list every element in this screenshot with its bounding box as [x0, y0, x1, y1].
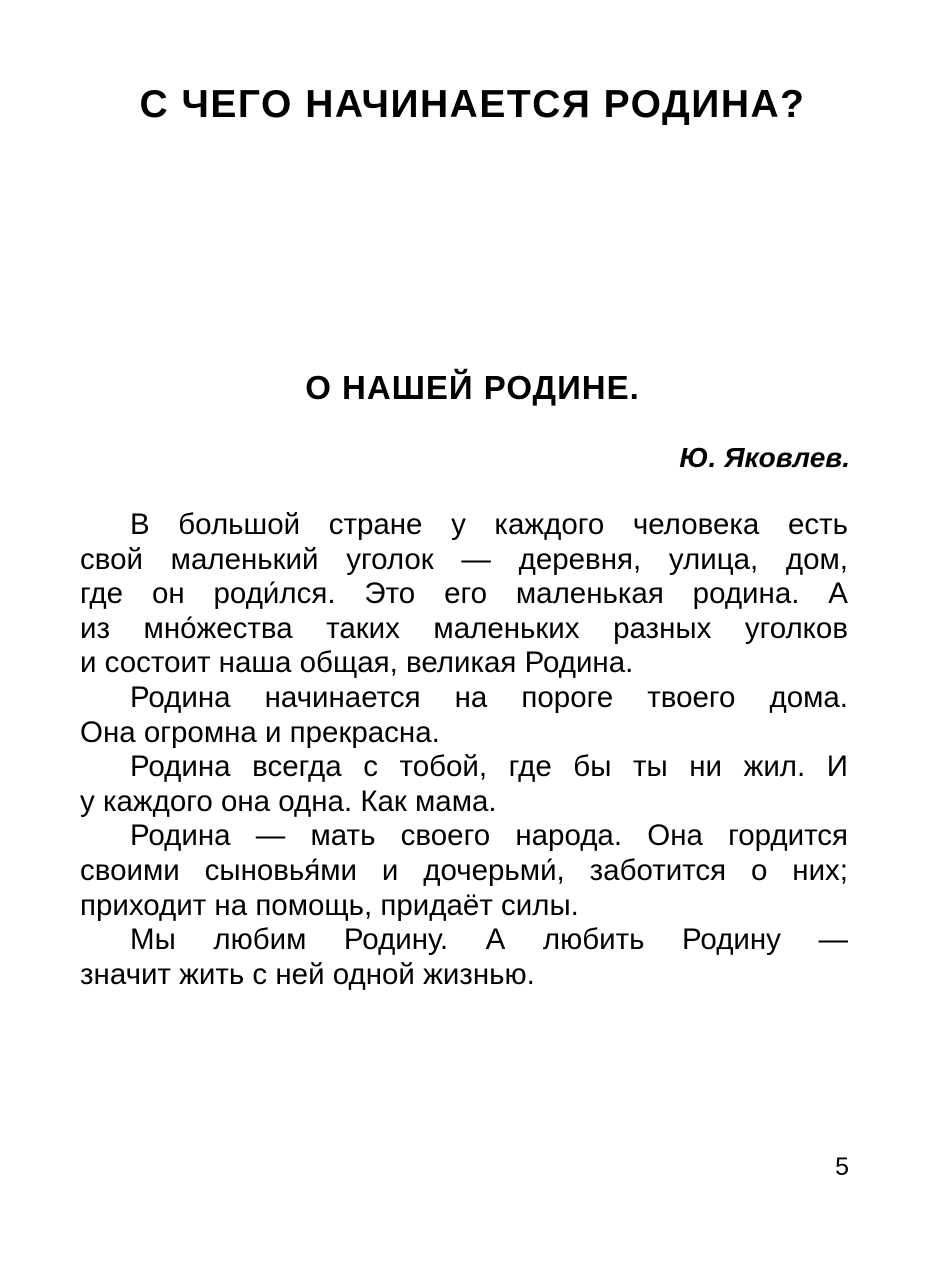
- author-name: Ю. Яковлев.: [679, 442, 850, 473]
- text-line: приходит на помощь, придаёт силы.: [80, 888, 579, 922]
- text-line: значит жить с ней одной жизнью.: [80, 957, 535, 991]
- text-line: и состоит наша общая, великая Родина.: [80, 646, 634, 680]
- text-line: Мы любим Родину. А любить Родину —: [130, 923, 848, 957]
- text-line: В большой стране у каждого человека есть: [130, 508, 848, 541]
- page-number: 5: [835, 1153, 849, 1181]
- story-title: О НАШЕЙ РОДИНЕ.: [305, 369, 640, 406]
- text-line: Она огромна и прекрасна.: [80, 715, 440, 749]
- text-line: Родина всегда с тобой, где бы ты ни жил. И: [130, 750, 848, 784]
- text-line: где он роди́лся. Это его маленькая родина. А: [80, 577, 848, 611]
- text-line: у каждого она одна. Как мама.: [80, 784, 497, 818]
- text-line: Родина — мать своего народа. Она гордится: [130, 819, 848, 853]
- chapter-title: С ЧЕГО НАЧИНАЕТСЯ РОДИНА?: [139, 83, 806, 126]
- text-line: Родина начинается на пороге твоего дома.: [130, 680, 848, 714]
- story-text: [80, 508, 848, 992]
- text-line: из мно́жества таких маленьких разных уголков: [80, 611, 848, 645]
- text-line: своими сыновья́ми и дочерьми́, заботится о них;: [80, 853, 848, 887]
- text-line: свой маленький уголок — деревня, улица, дом,: [80, 542, 848, 576]
